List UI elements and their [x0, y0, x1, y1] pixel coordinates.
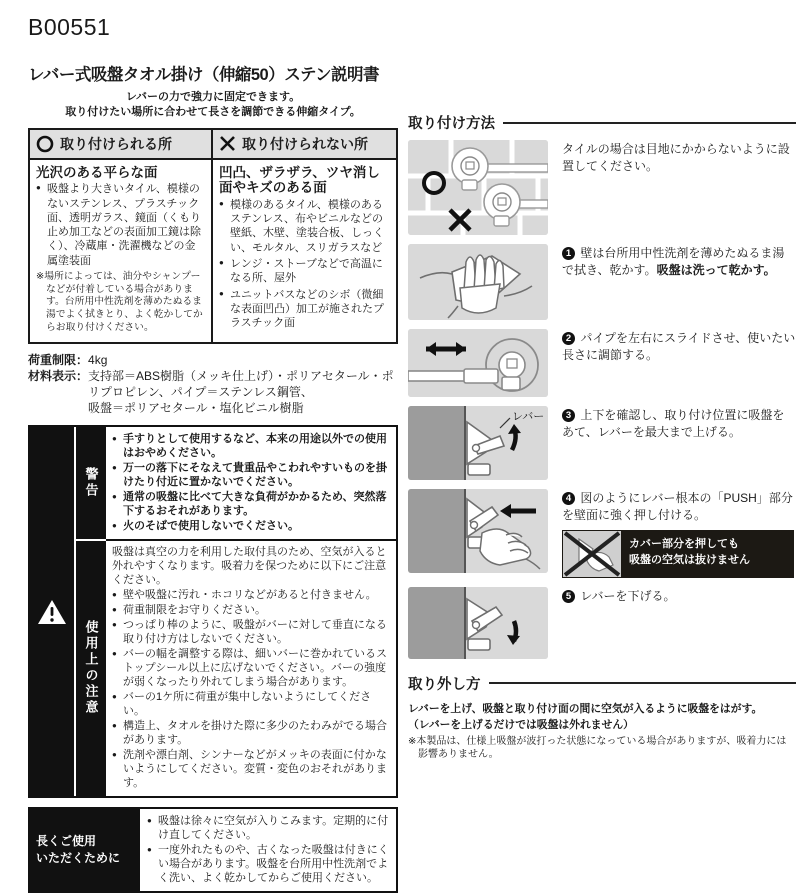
tile-illustration: [408, 140, 548, 235]
list-item: ● つっぱり棒のように、吸盤がバーに対して垂直になる取り付け方はしないでください。: [112, 619, 390, 647]
caution-list: [112, 589, 390, 791]
long-use-list: [147, 815, 389, 886]
not-attachable-header-label: 取り付けられない所: [242, 135, 368, 152]
warning-triangle-icon: [37, 598, 67, 626]
step-number: 4: [562, 492, 575, 505]
badge-line2: 吸盤の空気は抜けません: [629, 553, 750, 566]
step-text-1: [562, 244, 796, 320]
install-title: 取り付け方法: [408, 116, 495, 132]
step-row-5: [408, 587, 796, 659]
caution-content: [106, 541, 396, 795]
step-body: 図のようにレバー根本の「PUSH」部分を壁面に強く押し付ける。: [562, 491, 793, 522]
not-attachable-header: [213, 130, 396, 160]
push-lever-illustration-svg: [408, 489, 548, 573]
list-item: ● 荷重制限をお守りください。: [112, 604, 390, 618]
long-use-label-line2: いただくために: [36, 850, 121, 865]
tile-placement-row: [408, 140, 796, 235]
list-item: ● レンジ・ストーブなどで高温になる所、屋外: [219, 257, 390, 286]
step-body-bold: 吸盤は洗って乾かす。: [656, 262, 776, 277]
material-label: 材料表示：: [28, 368, 89, 383]
attachable-header-label: 取り付けられる所: [60, 135, 172, 152]
list-item: ● 吸盤より大きいタイル、模様のないステンレス、プラスチック面、透明ガラス、鏡面（くもり止め加工などの表面加工鏡は除く）、冷蔵庫・洗濯機などの金属塗装面: [36, 182, 205, 268]
warning-content: [106, 427, 396, 541]
attachable-body: [30, 160, 211, 342]
step-row-1: [408, 244, 796, 320]
list-item: ● ユニットバスなどのシボ（微細な表面凹凸）加工が施されたプラスチック面: [219, 288, 390, 331]
right-column: [408, 112, 796, 762]
removal-title: 取り外し方: [408, 676, 481, 693]
long-use-table: [28, 807, 398, 893]
no-push-mini-svg: [563, 531, 621, 577]
material-line2: 吸盤＝ポリアセタール・塩化ビニル樹脂: [88, 401, 304, 416]
subtitle: [28, 90, 398, 120]
step-number: 3: [562, 409, 575, 422]
lever-down-illustration-svg: [408, 587, 548, 659]
slide-pipe-illustration-svg: [408, 329, 548, 397]
step-body: 上下を確認し、取り付け位置に吸盤をあて、レバーを最大まで上げる。: [562, 408, 785, 439]
list-item: ● バーの1ケ所に荷重が集中しないようにしてください。: [112, 691, 390, 719]
step-body: パイプを左右にスライドさせ、使いたい長さに調節する。: [562, 331, 796, 362]
step-text-3: [562, 406, 796, 480]
material-value: [88, 368, 398, 417]
removal-line1: レバーを上げ、吸盤と取り付け面の間に空気が入るように吸盤をはがす。: [408, 702, 763, 715]
warning-table: [28, 425, 398, 797]
list-item: ● 洗剤や漂白剤、シンナーなどがメッキの表面に付かないようにしてください。変質・変色のおそれがあります。: [112, 749, 390, 791]
ok-circle-icon: [36, 135, 54, 153]
removal-text: [408, 701, 796, 733]
attachable-heading: 光沢のある平らな面: [36, 164, 158, 180]
warning-icon-cell: [30, 427, 76, 795]
load-limit-row: [28, 352, 398, 368]
list-item: ● 壁や吸盤に汚れ・ホコリなどがあると付きません。: [112, 589, 390, 603]
step-text-2: [562, 329, 796, 397]
attachable-note: ※場所によっては、油分やシャンプーなどが付着している場合があります。台所用中性洗剤を薄めたぬるま湯でよく拭きとり、よく乾かしてからお取り付けください。: [36, 270, 203, 333]
ng-cross-icon: [219, 135, 236, 152]
no-push-cover-badge: [562, 530, 794, 578]
attachable-column: [30, 130, 213, 342]
badge-line1: カバー部分を押しても: [629, 537, 739, 550]
list-item: ● 万一の落下にそなえて貴重品やこわれやすいものを掛けたり付近に置かないでください。: [112, 462, 390, 490]
list-item: ● 吸盤は徐々に空気が入りこみます。定期的に付け直してください。: [147, 815, 389, 843]
list-item: ● バーの幅を調整する際は、細いバーに巻かれているストップシール以上に広げないでください。バーの強度が弱くなったり外れてしまう場合があります。: [112, 648, 390, 690]
list-item: ● 一度外れたものや、古くなった吸盤は付きにくい場合があります。吸盤を台所用中性洗剤でよく洗い、よく乾かしてからご使用ください。: [147, 844, 389, 886]
specs: [28, 352, 398, 417]
removal-note: ※本製品は、仕様上吸盤が波打った状態になっている場合がありますが、吸着力には影響ありません。: [408, 735, 787, 761]
long-use-label-line1: 長くご使用: [36, 834, 97, 849]
attachable-list: [36, 182, 205, 268]
long-use-body: [140, 809, 396, 891]
lever-callout-label: レバー: [512, 411, 545, 423]
material-row: [28, 368, 398, 417]
product-code: B00551: [28, 14, 111, 40]
slide-pipe-illustration: [408, 329, 548, 397]
long-use-label-cell: [30, 809, 140, 891]
warning-list: [112, 433, 390, 534]
not-attachable-body: [213, 160, 396, 338]
caution-label-cell: [76, 541, 106, 795]
attachable-header: [30, 130, 211, 160]
step-row-2: [408, 329, 796, 397]
warning-label-cell: [76, 427, 106, 541]
step-text-4: [562, 489, 796, 578]
step-body: 壁は台所用中性洗剤を薄めたぬるま湯で拭き、乾かす。: [562, 246, 785, 277]
removal-section-header: [408, 673, 796, 694]
not-attachable-list: [219, 198, 390, 331]
tile-illustration-svg: [408, 140, 548, 235]
list-item: ● 模様のあるタイル、模様のあるステンレス、布やビニルなどの壁紙、木壁、塗装合板、しっくい、モルタル、スリガラスなど: [219, 198, 390, 255]
step-body: レバーを下げる。: [580, 588, 676, 603]
subtitle-line1: レバーの力で強力に固定できます。: [125, 91, 301, 103]
removal-line2: （レバーを上げるだけでは吸盤は外れません）: [408, 718, 634, 731]
step-text-5: [562, 587, 676, 659]
load-limit-label: 荷重制限：: [28, 352, 89, 367]
attach-surface-table: [28, 128, 398, 344]
page-title: レバー式吸盤タオル掛け（伸縮50）ステン説明書: [28, 66, 380, 84]
step-number: 5: [562, 590, 575, 603]
caution-intro: 吸盤は真空の力を利用した取付具のため、空気が入ると外れやすくなります。吸着力を保つために以下にご注意ください。: [112, 546, 387, 587]
no-push-badge-text: [621, 531, 758, 577]
not-attachable-heading: 凹凸、ザラザラ、ツヤ消し面やキズのある面: [219, 164, 380, 196]
wipe-illustration-svg: [408, 244, 548, 320]
no-push-cover-illustration: [563, 531, 621, 577]
warning-label: 警告: [83, 467, 99, 500]
left-column: [28, 14, 398, 893]
list-item: ● 通常の吸盤に比べて大きな負荷がかかるため、突然落下するおそれがあります。: [112, 491, 390, 519]
header-rule: [503, 122, 796, 124]
step-number: 1: [562, 247, 575, 260]
caution-label: 使用上の注意: [83, 620, 99, 717]
lever-down-illustration: [408, 587, 548, 659]
push-lever-illustration: [408, 489, 548, 573]
step-number: 2: [562, 332, 575, 345]
lever-up-illustration: [408, 406, 548, 480]
list-item: ● 火のそばで使用しないでください。: [112, 520, 390, 534]
wipe-illustration: [408, 244, 548, 320]
header-rule: [489, 682, 797, 684]
install-section-header: [408, 112, 796, 133]
lever-up-illustration-svg: [408, 406, 548, 480]
step-row-4: [408, 489, 796, 578]
not-attachable-column: [213, 130, 396, 342]
subtitle-line2: 取り付けたい場所に合わせて長さを調節できる伸縮タイプ。: [65, 105, 361, 118]
tile-note: タイルの場合は目地にかからないように設置してください。: [562, 142, 790, 173]
step-row-3: [408, 406, 796, 480]
list-item: ● 構造上、タオルを掛けた際に多少のたわみがでる場合があります。: [112, 720, 390, 748]
material-line1: 支持部＝ABS樹脂（メッキ仕上げ）・ポリアセタール・ポリプロピレン、パイプ＝ステンレス鋼管、: [88, 368, 394, 400]
list-item: ● 手すりとして使用するなど、本来の用途以外での使用はおやめください。: [112, 433, 390, 461]
load-limit-value: 4kg: [88, 352, 108, 367]
